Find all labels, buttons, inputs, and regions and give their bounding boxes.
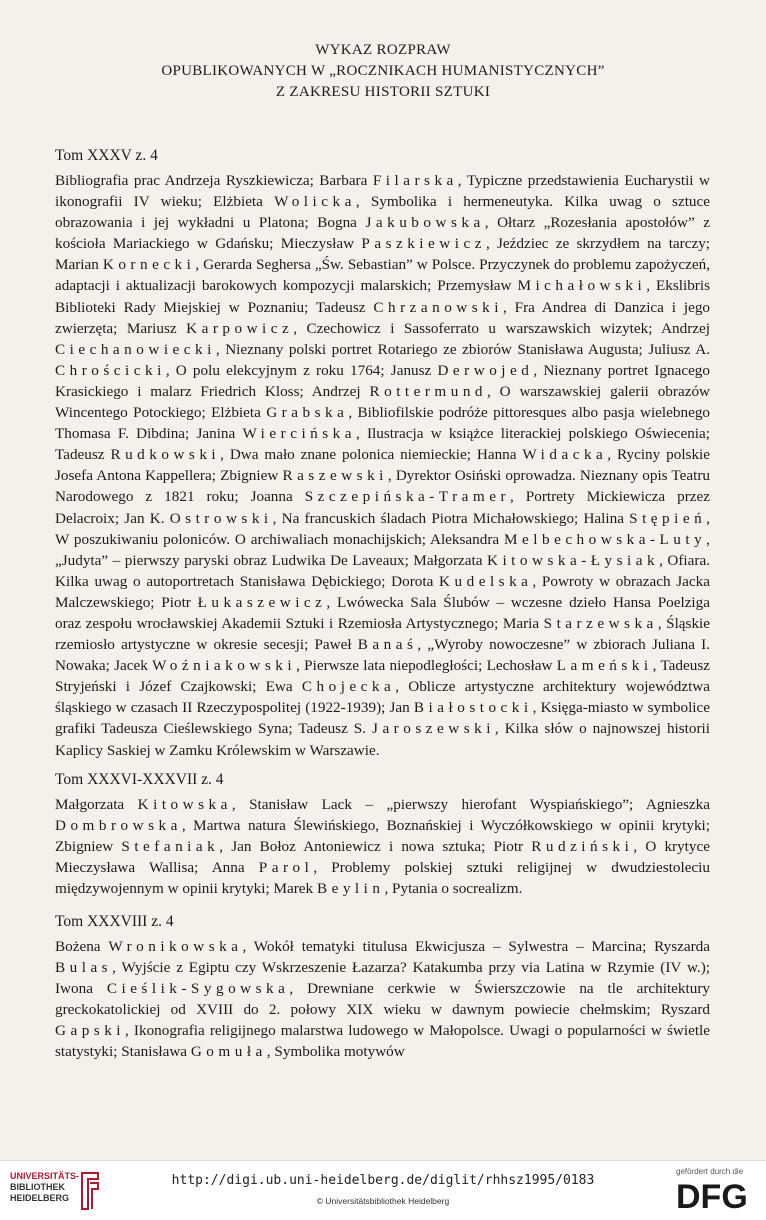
section-body-tom-xxxv xyxy=(55,170,710,761)
body-text: , Symbolika i hermeneutyka. Kilka uwag o sztuce obrazowania i jej wykładni u Platona; Bogna xyxy=(55,193,710,232)
body-text: , Ilustracja w książce literackiej polskiego Oświecenia; Tadeusz xyxy=(55,425,710,464)
author-surname: Beylin xyxy=(316,880,385,898)
author-surname: Melbechowska-Luty xyxy=(504,530,707,548)
body-text: , Portrety Mickiewicza przez Delacroix; Jan K. xyxy=(55,488,711,527)
body-text: , Fra Andrea di Danzica i jego zwierzęta; Mariusz xyxy=(55,298,711,337)
body-text: , Dwa mało znane polonica niemieckie; Hanna xyxy=(220,446,523,464)
body-text: , Na francuskich śladach Piotra Michałowskiego; Halina xyxy=(272,509,630,527)
author-surname: Jakubowska xyxy=(365,214,485,232)
author-surname: Chojecka xyxy=(301,678,396,696)
author-surname: Rottermund xyxy=(369,382,488,400)
author-surname: Derwojed xyxy=(437,361,534,379)
body-text: , Śląskie rzemiosło artystyczne w okresie secesji; Paweł xyxy=(55,614,711,654)
author-surname: Dombrowska xyxy=(55,817,182,835)
body-text: , Tadeusz Stryjeński i Józef Czajkowski; Ewa xyxy=(55,657,710,696)
author-surname: Bulas xyxy=(55,959,113,977)
section-body-tom-xxxviii xyxy=(55,936,710,1063)
author-surname: Stępień xyxy=(629,509,707,527)
author-surname: Wolicka xyxy=(274,193,356,211)
author-surname: Parol xyxy=(258,859,314,877)
author-surname: Gomuła xyxy=(190,1043,267,1061)
body-text: , Drewniane cerkwie w Świerszczowie na tle architektury greckokatolickiej od XVIII do 2. połowy XIX wieku w dawnym powiecie chełmskim; Ryszard xyxy=(55,980,710,1019)
body-text: , „Wyroby nowoczesne” w zbiorach Juliana I. Nowaka; Jacek xyxy=(55,636,710,675)
body-text: , O polu elekcyjnym z roku 1764; Janusz xyxy=(165,361,438,379)
body-text: , Symbolika motywów xyxy=(266,1043,405,1061)
body-text: , Problemy polskiej sztuki religijnej w dwudziestoleciu międzywojennym w opinii krytyki; Marek xyxy=(55,859,710,898)
author-surname: Stefaniak xyxy=(121,838,220,856)
author-surname: Kudelska xyxy=(439,572,533,590)
body-text: Bożena xyxy=(55,938,109,955)
author-surname: Łukaszewicz xyxy=(197,593,327,611)
dfg-logo-text: DFG xyxy=(676,1178,748,1212)
author-surname: Ciechanowiecki xyxy=(55,340,216,358)
heading-line-1: WYKAZ ROZPRAW xyxy=(315,42,451,58)
author-surname: Rudziński xyxy=(531,838,634,856)
body-text: , Stanisław Lack – „pierwszy hierofant Wyspiańskiego”; Agnieszka xyxy=(231,796,710,813)
body-text: , Nieznany polski portret Rotariego ze zbiorów Stanisława Augusta; Juliusz A. xyxy=(215,340,710,358)
body-text: , O krytyce Mieczysława Wallisa; Anna xyxy=(55,838,710,877)
body-text: , Bibliofilskie podróże pittoresques albo pasja wielebnego Thomasa F. Dibdina; Janina xyxy=(55,404,711,443)
author-surname: Gapski xyxy=(55,1022,126,1040)
body-text: , Kilka słów o najnowszej historii Kaplicy Saskiej w Zamku Królewskim w Warszawie. xyxy=(55,720,710,759)
author-surname: Jaroszewski xyxy=(372,720,495,738)
body-text: , Wyjście z Egiptu czy Wskrzeszenie Łazarza? Katakumba przy via Latina w Rzymie (IV w.); Iwona xyxy=(55,959,710,998)
footer-bar xyxy=(0,1160,766,1220)
body-text: , Powroty w obrazach Jacka Malczewskiego; Piotr xyxy=(55,572,710,611)
dfg-logo[interactable] xyxy=(676,1178,758,1212)
section-title-tom-xxxvi: Tom XXXVI-XXXVII z. 4 xyxy=(55,771,224,788)
body-text: , Wokół tematyki titulusa Ekwicjusza – Sylwestra – Marcina; Ryszarda xyxy=(242,938,711,955)
author-surname: Michałowski xyxy=(517,277,647,295)
body-text: , Ołtarz „Rozesłania apostołów” z kościoła Mariackiego w Gdańsku; Mieczysław xyxy=(55,214,710,253)
author-surname: Kitowska-Łysiak xyxy=(486,551,660,569)
author-surname: Wiercińska xyxy=(242,425,356,443)
body-text: , Pytania o socrealizm. xyxy=(384,880,523,898)
body-text: , Jeździec ze skrzydłem na tarczy; Marian xyxy=(55,235,711,274)
funded-by-label: gefördert durch die xyxy=(676,1167,744,1176)
heading-line-3: Z ZAKRESU HISTORII SZTUKI xyxy=(275,84,491,100)
section-title-tom-xxxv: Tom XXXV z. 4 xyxy=(55,147,158,164)
author-surname: Wronikowska xyxy=(108,938,243,955)
section-body-tom-xxxvi xyxy=(55,794,710,899)
body-text: , Pierwsze lata niepodległości; Lechosław xyxy=(296,657,557,675)
body-text: Bibliografia prac Andrzeja Ryszkiewicza; Barbara xyxy=(55,172,373,189)
author-surname: Woźniakowski xyxy=(152,657,297,675)
body-text: , Księga-miasto w symbolice grafiki Tadeusza Cieślewskiego Syna; Tadeusz S. xyxy=(55,699,711,738)
body-text: , Typiczne przedstawienia Eucharystii w ikonografii IV wieku; Elżbieta xyxy=(55,172,710,211)
body-text: , Lwówecka Sala Ślubów – wczesne dzieło Hansa Poelziga oraz zespołu wrocławskiej Akademii Sztuki i Rzemiosła Artystycznego; Maria xyxy=(55,593,710,632)
author-surname: Starzewska xyxy=(543,614,658,632)
body-text: , „Judyta” – pierwszy paryski obraz Ludwika De Laveaux; Małgorzata xyxy=(55,530,710,569)
body-text: , Dyrektor Osiński oprowadza. Nieznany opis Teatru Narodowego z 1821 roku; Joanna xyxy=(55,467,711,506)
section-title-tom-xxxviii: Tom XXXVIII z. 4 xyxy=(55,913,174,930)
author-surname: Chrościcki xyxy=(55,361,166,379)
author-surname: Raszewski xyxy=(282,467,388,485)
author-surname: Ostrowski xyxy=(169,509,273,527)
body-text: Małgorzata xyxy=(55,796,138,813)
author-surname: Banaś xyxy=(357,636,418,654)
author-surname: Paszkiewicz xyxy=(361,235,486,253)
body-text: , Ofiara. Kilka uwag o autoportretach Stanisława Dębickiego; Dorota xyxy=(55,551,710,590)
heading-line-2: OPUBLIKOWANYCH W „ROCZNIKACH HUMANISTYCZNYCH” xyxy=(161,63,605,79)
body-text: , Martwa natura Ślewińskiego, Boznańskiej i Wyczółkowskiego w opinii krytyki; Zbigniew xyxy=(55,817,710,856)
author-surname: Rudkowski xyxy=(110,446,221,464)
author-surname: Grabska xyxy=(266,404,349,422)
author-surname: Filarska xyxy=(372,172,458,189)
library-logo[interactable]: UNIVERSITÄTS- BIBLIOTHEK HEIDELBERG xyxy=(10,1171,80,1203)
author-surname: Kitowska xyxy=(137,796,232,813)
body-text: , Jan Bołoz Antoniewicz i nowa sztuka; Piotr xyxy=(219,838,532,856)
author-surname: Białostocki xyxy=(413,699,533,717)
author-surname: Widacka xyxy=(522,446,608,464)
author-surname: Chrzanowski xyxy=(373,298,503,316)
author-surname: Kornecki xyxy=(102,256,196,274)
body-text: , Oblicze artystyczne architektury województwa śląskiego w czasach II Rzeczypospolitej (1922-1939); Jan xyxy=(55,678,710,717)
permalink-url[interactable]: http://digi.ub.uni-heidelberg.de/diglit/rhhsz1995/0183 xyxy=(171,1173,595,1188)
body-text: , W poszukiwaniu poloniców. O archiwaliach monachijskich; Aleksandra xyxy=(55,509,710,548)
body-text: , Ikonografia religijnego malarstwa ludowego w Małopolsce. Uwagi o popularności w świetle statystyki; Stanisława xyxy=(55,1022,710,1061)
body-text: , Nieznany portret Ignacego Krasickiego i malarz Friedrich Kloss; Andrzej xyxy=(55,361,710,400)
body-text: , Gerarda Seghersa „Św. Sebastian” w Polsce. Przyczynek do problemu zapożyczeń, adaptacji i aktualizacji barokowych kompozycji malarskich; Przemysław xyxy=(55,256,710,295)
author-surname: Szczepińska-Tramer xyxy=(304,488,511,506)
author-surname: Lameński xyxy=(556,657,653,675)
body-text: , O warszawskiej galerii obrazów Wincentego Potockiego; Elżbieta xyxy=(55,382,711,422)
author-surname: Karpowicz xyxy=(186,319,294,337)
author-surname: Cieślik-Sygowska xyxy=(106,980,290,998)
copyright-notice: © Universitätsbibliothek Heidelberg xyxy=(316,1196,450,1206)
body-text: , Ekslibris Biblioteki Rady Miejskiej w Poznaniu; Tadeusz xyxy=(55,277,710,316)
body-text: , Czechowicz i Sassoferrato u warszawskich wizytek; Andrzej xyxy=(293,319,710,337)
body-text: , Ryciny polskie Josefa Antona Kappellera; Zbigniew xyxy=(55,446,710,485)
